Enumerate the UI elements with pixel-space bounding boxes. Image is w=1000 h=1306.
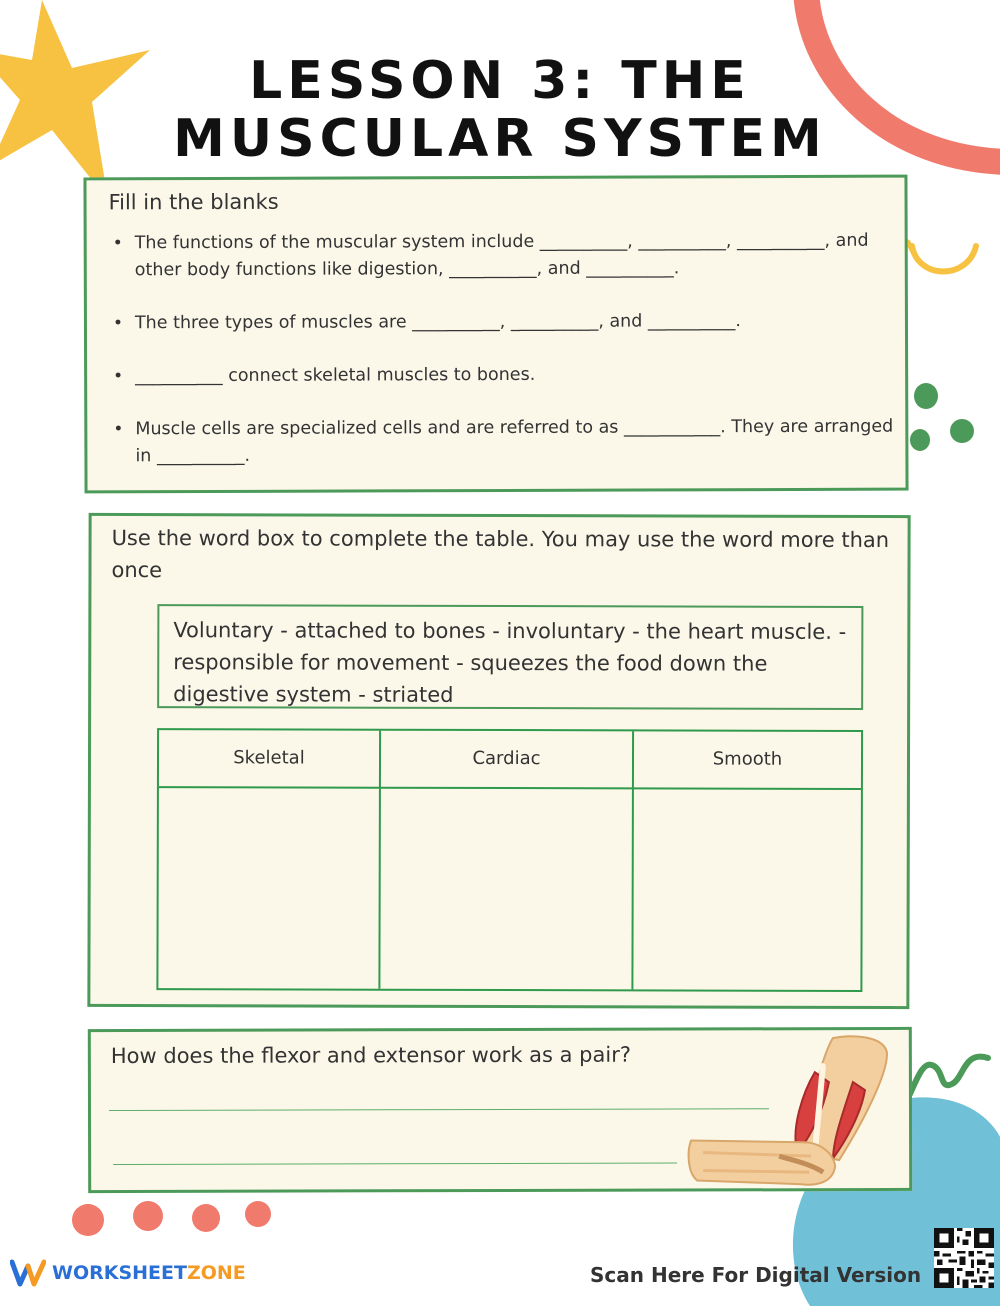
fill-in-blanks-heading: Fill in the blanks	[108, 189, 279, 215]
flexor-extensor-panel	[88, 1027, 912, 1193]
logo-text	[52, 1262, 246, 1284]
coral-dots-decoration	[66, 1196, 286, 1246]
worksheet-zone-logo[interactable]	[10, 1258, 246, 1288]
table-header-cardiac: Cardiac	[381, 731, 634, 790]
table-header-skeletal: Skeletal	[159, 730, 381, 789]
word-box-panel	[87, 513, 910, 1009]
answer-line[interactable]	[113, 1163, 677, 1165]
green-wave-decoration	[904, 1030, 994, 1100]
worksheet-zone-logo-icon	[10, 1258, 46, 1288]
word-box: Voluntary - attached to bones - involuntary - the heart muscle. - responsible for movement - squeezes the food down the digestive system - striated	[157, 604, 863, 710]
table-cell-skeletal[interactable]	[158, 788, 381, 989]
question-list	[113, 228, 894, 497]
question-item[interactable]: • __________ connect skeletal muscles to bones.	[113, 361, 893, 391]
yellow-squiggle-decoration	[906, 236, 986, 286]
green-dots-decoration	[906, 380, 986, 460]
qr-code[interactable]	[934, 1228, 994, 1288]
table-cell-cardiac[interactable]	[380, 789, 634, 990]
answer-line[interactable]	[109, 1108, 769, 1111]
word-box-instructions: Use the word box to complete the table. You may use the word more than once	[111, 525, 890, 583]
arm-muscle-illustration	[683, 1032, 903, 1191]
flexor-extensor-question: How does the flexor and extensor work as a pair?	[110, 1042, 632, 1069]
table-cell-smooth[interactable]	[633, 789, 861, 990]
question-item[interactable]: • The functions of the muscular system include __________, __________, __________, and other body functions like digestion, __________, and __________.	[113, 228, 893, 285]
page-title	[0, 52, 1000, 168]
logo-text-zone: ZONE	[186, 1262, 246, 1284]
title-line-1: LESSON 3: THE	[249, 51, 751, 111]
question-item[interactable]: • The three types of muscles are __________, __________, and __________.	[113, 308, 893, 338]
logo-text-worksheet: WORKSHEET	[52, 1262, 187, 1284]
question-item[interactable]: • Muscle cells are specialized cells and are referred to as ___________. They are arranged in __________.	[113, 414, 893, 471]
fill-in-blanks-panel	[83, 175, 908, 494]
muscle-types-table	[156, 728, 863, 992]
title-line-2: MUSCULAR SYSTEM	[173, 109, 827, 169]
scan-instruction: Scan Here For Digital Version	[590, 1263, 922, 1287]
table-header-smooth: Smooth	[634, 731, 861, 790]
